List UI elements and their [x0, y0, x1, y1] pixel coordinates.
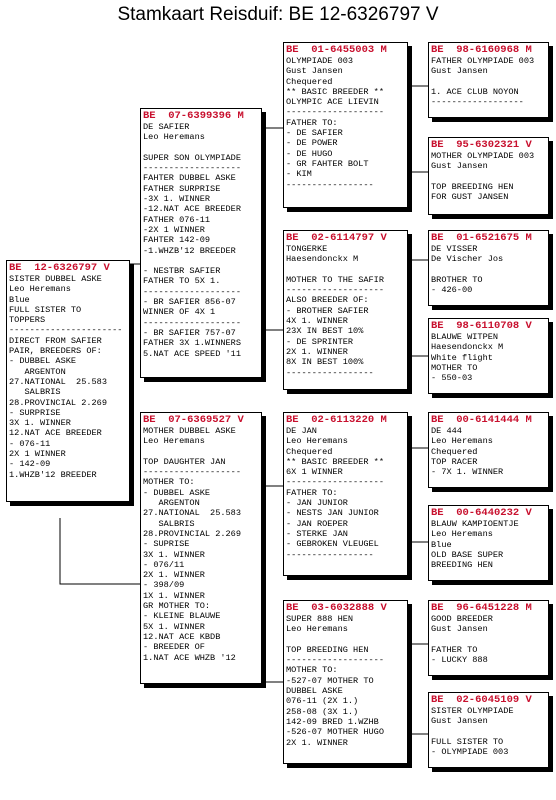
card-line: De Vischer Jos	[431, 254, 504, 265]
card-line: -------------------	[286, 285, 384, 296]
card-subject	[6, 260, 130, 502]
card-line: TOP BREEDING HEN	[286, 644, 369, 655]
ring-number: BE 98-6110708 V	[431, 320, 532, 332]
card-line: TOP DAUGHTER JAN	[143, 456, 226, 467]
card-line: GOOD BREEDER	[431, 614, 493, 624]
card-line: 076-11 (2X 1.)	[286, 696, 359, 707]
card-line: -------------------	[286, 477, 384, 488]
card-line: WINNER OF 4X 1	[143, 307, 216, 318]
connector-mother-parents	[262, 486, 283, 682]
card-line: - BR SAFIER 757-07	[143, 327, 236, 338]
card-line: SALBRIS	[143, 518, 195, 529]
card-line: 6X 1 WINNER	[286, 467, 343, 478]
card-line: FATHER TO 5X 1.	[143, 276, 221, 287]
card-line: - SUPRISE	[143, 539, 190, 550]
card-line: -------------------	[286, 655, 384, 666]
card-line: MOTHER TO:	[286, 665, 338, 676]
card-line: FATHER TO:	[286, 487, 338, 498]
card-line: - LUCKY 888	[431, 655, 488, 666]
card-line: - 076/11	[143, 559, 185, 570]
ring-number: BE 01-6455003 M	[286, 44, 387, 56]
card-line: Leo Heremans	[143, 132, 205, 143]
card-line: MOTHER TO:	[143, 477, 195, 488]
card-father	[140, 108, 262, 378]
card-line: - JAN ROEPER	[286, 518, 348, 529]
card-line: - 7X 1. WINNER	[431, 467, 504, 478]
card-line: Gust Jansen	[431, 66, 488, 77]
card-line: 258-08 (3X 1.)	[286, 706, 359, 717]
card-line: Chequered	[431, 446, 478, 457]
ring-number: BE 96-6451228 M	[431, 602, 532, 614]
card-line: 1.NAT ACE WHZB '12	[143, 652, 236, 663]
card-line: 2X 1. WINNER	[286, 737, 348, 748]
card-line: ARGENTON	[143, 498, 200, 509]
card-line: OLYMPIADE 003	[286, 56, 354, 66]
card-line: - NESTS JAN JUNIOR	[286, 508, 379, 519]
connector-mf-parents	[408, 448, 428, 542]
card-line: Chequered	[286, 446, 333, 457]
card-line: Haesendonckx M	[431, 342, 504, 353]
card-line: -------------------	[143, 467, 241, 478]
card-line: SISTER OLYMPIADE	[431, 706, 514, 716]
card-line: - KLEINE BLAUWE	[143, 611, 221, 622]
card-line: FULL SISTER TO	[431, 736, 504, 747]
card-line: - 550-03	[431, 373, 473, 384]
card-line: Gust Jansen	[431, 161, 488, 172]
card-line: 12.NAT ACE KBDB	[143, 631, 221, 642]
card-line: -----------------	[286, 179, 374, 190]
card-line: OLD BASE SUPER	[431, 549, 504, 560]
card-line: - STERKE JAN	[286, 528, 348, 539]
card-ffm	[428, 137, 549, 215]
card-line: FATHER TO:	[286, 117, 338, 128]
card-line: MOTHER TO	[431, 362, 478, 373]
card-line: 3X 1. WINNER	[143, 549, 205, 560]
card-line: - 398/09	[143, 580, 185, 591]
card-line: -----------------	[286, 549, 374, 560]
card-line: TOP RACER	[431, 456, 478, 467]
card-line: ** BASIC BREEDER **	[286, 86, 384, 97]
card-line: 28.PROVINCIAL 2.269	[143, 528, 241, 539]
card-line: 2X 1. WINNER	[143, 570, 205, 581]
connector-ff-parents	[408, 86, 428, 172]
card-mmf	[428, 600, 549, 676]
connector-mm-parents	[408, 644, 428, 734]
card-line: -2X 1 WINNER	[143, 224, 205, 235]
card-line: SUPER 888 HEN	[286, 614, 354, 624]
card-line: TOP BREEDING HEN	[431, 181, 514, 192]
card-line	[431, 265, 546, 275]
card-line: 2X 1 WINNER	[9, 449, 66, 460]
card-line: FOR GUST JANSEN	[431, 192, 509, 203]
ring-number: BE 01-6521675 M	[431, 232, 532, 244]
card-line: TOPPERS	[9, 315, 46, 326]
card-line	[143, 143, 259, 153]
card-line: - DE SPRINTER	[286, 336, 354, 347]
card-line: - GR FAHTER BOLT	[286, 158, 369, 169]
card-line: BLAUWE WITPEN	[431, 332, 499, 342]
card-line: DE JAN	[286, 426, 317, 436]
card-line: MOTHER TO THE SAFIR	[286, 274, 384, 285]
card-line: - 142-09	[9, 459, 51, 470]
card-line: Blue	[431, 539, 452, 550]
card-line: 23X IN BEST 10%	[286, 326, 364, 337]
card-line: -------------------	[143, 317, 241, 328]
card-line	[286, 635, 405, 645]
card-line: FATHER 076-11	[143, 214, 211, 225]
card-line: ARGENTON	[9, 366, 66, 377]
ring-number: BE 98-6160968 M	[431, 44, 532, 56]
card-line: 28.PROVINCIAL 2.269	[9, 397, 107, 408]
card-line: 142-09 BRED 1.WZHB	[286, 716, 379, 727]
card-line: - DE HUGO	[286, 148, 333, 159]
card-line: - NESTBR SAFIER	[143, 266, 221, 277]
connector-fm-parents	[408, 260, 428, 356]
card-line: MOTHER DUBBEL ASKE	[143, 426, 236, 436]
card-line: -3X 1. WINNER	[143, 194, 211, 205]
card-line: FATHER SURPRISE	[143, 183, 221, 194]
card-line: Haesendonckx M	[286, 254, 359, 265]
card-line: TONGERKE	[286, 244, 328, 254]
card-fmm	[428, 318, 549, 394]
ring-number: BE 00-6440232 V	[431, 507, 532, 519]
card-line	[143, 256, 259, 266]
card-line: -------------------	[286, 107, 384, 118]
card-mff	[428, 412, 549, 488]
card-line: BREEDING HEN	[431, 560, 493, 571]
ring-number: BE 00-6141444 M	[431, 414, 532, 426]
card-line: Leo Heremans	[143, 436, 205, 447]
card-line: SISTER DUBBEL ASKE	[9, 274, 102, 284]
card-line: -527-07 MOTHER TO	[286, 675, 374, 686]
card-line: DE 444	[431, 426, 462, 436]
card-line: - OLYMPIADE 003	[431, 747, 509, 758]
card-line: ** BASIC BREEDER **	[286, 456, 384, 467]
card-line: OLYMPIC ACE LIEVIN	[286, 97, 379, 108]
card-line: -526-07 MOTHER HUGO	[286, 727, 384, 738]
card-line: 27.NATIONAL 25.583	[143, 508, 241, 519]
connector-to-mother	[60, 518, 140, 584]
card-line	[431, 635, 546, 645]
card-line: FAHTER DUBBEL ASKE	[143, 173, 236, 184]
card-line: - BREEDER OF	[143, 642, 205, 653]
ring-number: BE 03-6032888 V	[286, 602, 387, 614]
card-mm	[283, 600, 408, 764]
connector-father-parents	[262, 128, 283, 330]
card-line: 8X IN BEST 100%	[286, 357, 364, 368]
card-line: Leo Heremans	[286, 624, 348, 635]
card-line: ALSO BREEDER OF:	[286, 295, 369, 306]
card-line: - BROTHER SAFIER	[286, 305, 369, 316]
card-line: 1X 1. WINNER	[143, 590, 205, 601]
card-line: Leo Heremans	[431, 436, 493, 447]
card-line: FATHER 3X 1.WINNERS	[143, 338, 241, 349]
card-line: GR MOTHER TO:	[143, 601, 211, 612]
ring-number: BE 07-6399396 M	[143, 110, 244, 122]
card-line: FULL SISTER TO	[9, 304, 82, 315]
card-line: PAIR, BREEDERS OF:	[9, 346, 102, 357]
card-mf	[283, 412, 408, 576]
card-line: 1. ACE CLUB NOYON	[431, 86, 519, 97]
card-line: 2X 1. WINNER	[286, 346, 348, 357]
card-line: BROTHER TO	[431, 274, 483, 285]
card-line: -------------------	[143, 286, 241, 297]
card-line: ------------------	[431, 97, 524, 108]
card-line: Leo Heremans	[431, 529, 493, 540]
page-title: Stamkaart Reisduif: BE 12-6326797 V	[117, 4, 439, 25]
ring-number: BE 02-6113220 M	[286, 414, 387, 426]
card-line: SALBRIS	[9, 387, 61, 398]
card-line: 12.NAT ACE BREEDER	[9, 428, 102, 439]
card-line: 5X 1. WINNER	[143, 621, 205, 632]
card-line: - JAN JUNIOR	[286, 498, 348, 509]
card-line: DIRECT FROM SAFIER	[9, 335, 102, 346]
card-fmf	[428, 230, 549, 306]
card-line: -----------------	[286, 367, 374, 378]
card-line: - 076-11	[9, 438, 51, 449]
card-mmm	[428, 692, 549, 768]
card-line: White flight	[431, 352, 493, 363]
ring-number: BE 02-6045109 V	[431, 694, 532, 706]
card-fff	[428, 42, 549, 118]
card-line: Gust Jansen	[431, 624, 488, 635]
card-line: DE VISSER	[431, 244, 478, 254]
card-line: Leo Heremans	[286, 436, 348, 447]
card-line: - DUBBEL ASKE	[9, 356, 77, 367]
card-line: Gust Jansen	[431, 716, 488, 727]
ring-number: BE 95-6302321 V	[431, 139, 532, 151]
card-line: MOTHER OLYMPIADE 003	[431, 151, 535, 161]
card-ff	[283, 42, 408, 208]
card-line: - KIM	[286, 169, 312, 180]
card-fm	[283, 230, 408, 390]
ring-number: BE 12-6326797 V	[9, 262, 110, 274]
card-line: 3X 1. WINNER	[9, 418, 71, 429]
card-line: Gust Jansen	[286, 66, 343, 77]
card-line	[431, 172, 546, 182]
card-line: FATHER OLYMPIADE 003	[431, 56, 535, 66]
card-line	[431, 727, 546, 737]
card-line: 4X 1. WINNER	[286, 316, 348, 327]
card-line: 5.NAT ACE SPEED '11	[143, 348, 241, 359]
card-line: - DE POWER	[286, 138, 338, 149]
card-line: -1.WHZB'12 BREEDER	[143, 245, 236, 256]
card-line	[286, 265, 405, 275]
card-line: - GEBROKEN VLEUGEL	[286, 539, 379, 550]
card-line: SUPER SON OLYMPIADE	[143, 152, 241, 163]
card-line: 1.WHZB'12 BREEDER	[9, 469, 97, 480]
card-line: - BR SAFIER 856-07	[143, 297, 236, 308]
card-line: DE SAFIER	[143, 122, 190, 132]
card-line: -12.NAT ACE BREEDER	[143, 204, 241, 215]
ring-number: BE 02-6114797 V	[286, 232, 387, 244]
card-line: - DE SAFIER	[286, 128, 343, 139]
card-mother	[140, 412, 262, 684]
card-line: - 426-00	[431, 285, 473, 296]
card-line: BLAUW KAMPIOENTJE	[431, 519, 519, 529]
card-line: ----------------------	[9, 325, 123, 336]
card-line	[431, 77, 546, 87]
card-line: -------------------	[143, 163, 241, 174]
card-mfm	[428, 505, 549, 581]
card-line: Chequered	[286, 76, 333, 87]
card-line: Leo Heremans	[9, 284, 71, 295]
card-line: DUBBEL ASKE	[286, 686, 343, 697]
ring-number: BE 07-6369527 V	[143, 414, 244, 426]
card-line	[143, 447, 259, 457]
card-line: - SURPRISE	[9, 407, 61, 418]
card-line: 27.NATIONAL 25.583	[9, 376, 107, 387]
card-line: FAHTER 142-09	[143, 235, 211, 246]
card-line: Blue	[9, 294, 30, 305]
card-line: - DUBBEL ASKE	[143, 487, 211, 498]
card-line: FATHER TO	[431, 644, 478, 655]
